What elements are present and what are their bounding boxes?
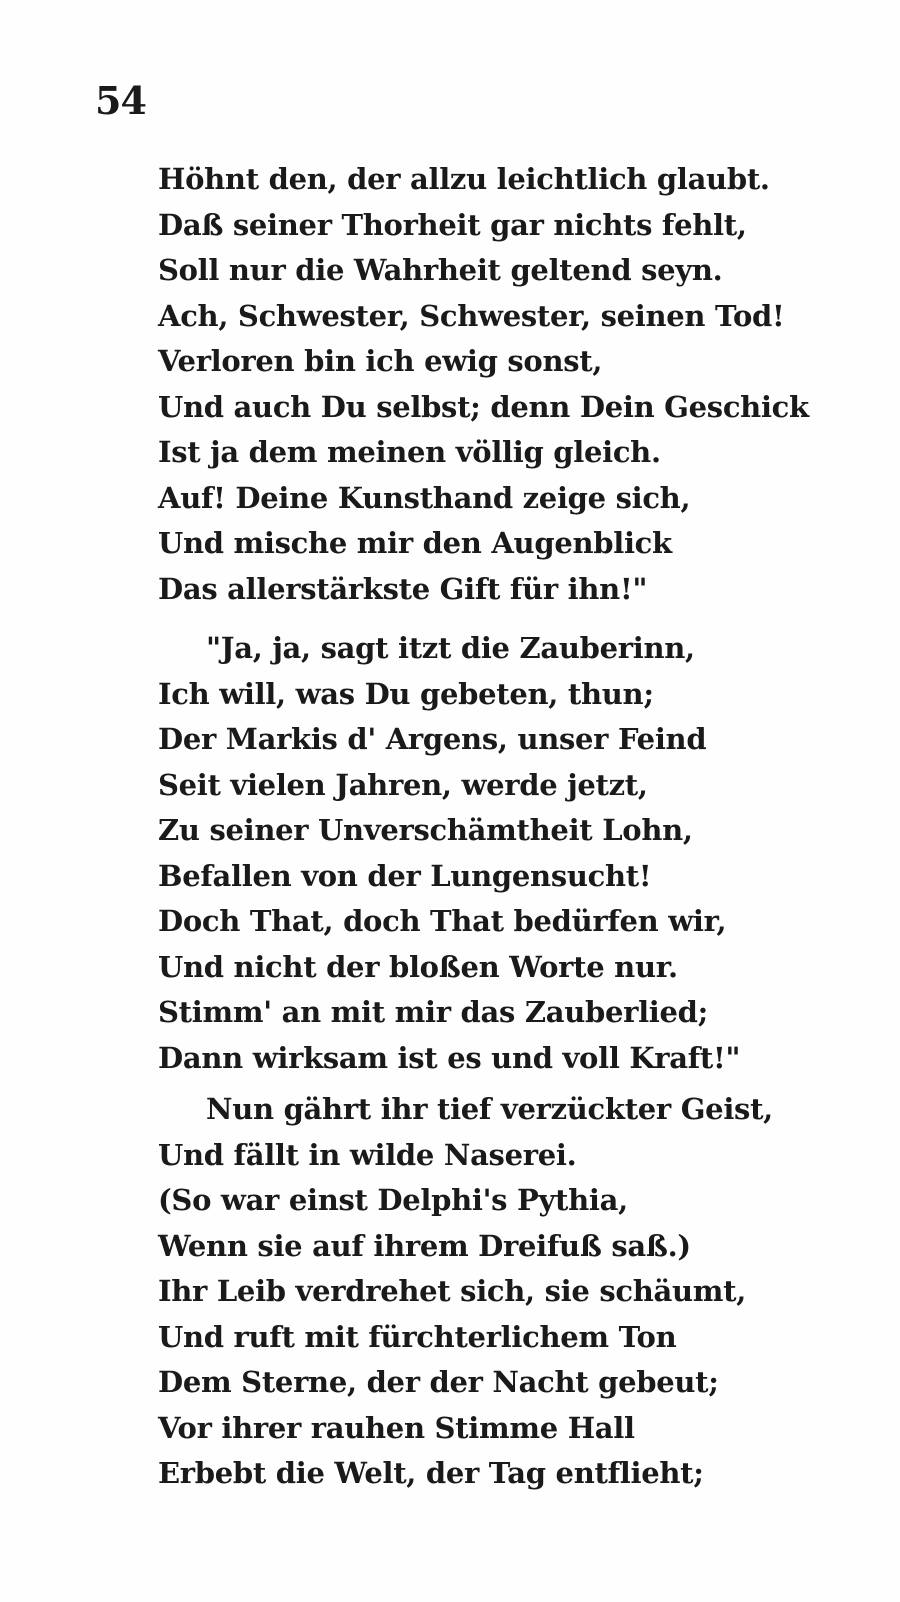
verse-line: Vor ihrer rauhen Stimme Hall [158, 1410, 635, 1445]
verse-line: Verloren bin ich ewig sonst, [158, 344, 603, 378]
verse-line: Und nicht der bloßen Worte nur. [158, 949, 678, 984]
verse-line: Wenn sie auf ihrem Dreifuß saß.) [158, 1228, 691, 1263]
verse-line: Daß seiner Thorheit gar nichts fehlt, [158, 207, 747, 242]
verse-line: Ich will, was Du gebeten, thun; [158, 676, 654, 711]
verse-line: (So war einst Delphi's Pythia, [158, 1183, 628, 1217]
verse-line: Und auch Du selbst; denn Dein Geschick [158, 389, 809, 424]
verse-line: Ist ja dem meinen völlig gleich. [158, 435, 661, 469]
stanza-1 [158, 157, 809, 612]
verse-line: Dem Sterne, der der Nacht gebeut; [158, 1365, 719, 1399]
verse-line: Und ruft mit fürchterlichem Ton [158, 1319, 677, 1354]
verse-line: Und mische mir den Augenblick [158, 526, 672, 560]
verse-line: Stimm' an mit mir das Zauberlied; [158, 995, 709, 1029]
verse-line: Doch That, doch That bedürfen wir, [158, 904, 727, 938]
verse-line: Das allerstärkste Gift für ihn!" [158, 571, 648, 606]
verse-line: "Ja, ja, sagt itzt die Zauberinn, [206, 631, 695, 665]
verse-line: Auf! Deine Kunsthand zeige sich, [158, 480, 691, 515]
verse-line: Der Markis d' Argens, unser Feind [158, 722, 707, 756]
page-number: 54 [95, 78, 146, 123]
stanza-2 [158, 626, 740, 1081]
verse-line: Dann wirksam ist es und voll Kraft!" [158, 1040, 741, 1075]
verse-line: Ihr Leib verdrehet sich, sie schäumt, [158, 1274, 747, 1308]
verse-line: Befallen von der Lungensucht! [158, 858, 652, 893]
stanza-3 [158, 1087, 773, 1497]
verse-line: Seit vielen Jahren, werde jetzt, [158, 767, 648, 802]
verse-line: Ach, Schwester, Schwester, seinen Tod! [158, 298, 785, 333]
verse-line: Erbebt die Welt, der Tag entflieht; [158, 1456, 704, 1490]
verse-line: Zu seiner Unverschämtheit Lohn, [158, 813, 693, 847]
verse-line: Und fällt in wilde Naserei. [158, 1137, 577, 1172]
verse-line: Soll nur die Wahrheit geltend seyn. [158, 253, 723, 287]
verse-line: Höhnt den, der allzu leichtlich glaubt. [158, 162, 770, 196]
verse-line: Nun gährt ihr tief verzückter Geist, [206, 1092, 773, 1126]
